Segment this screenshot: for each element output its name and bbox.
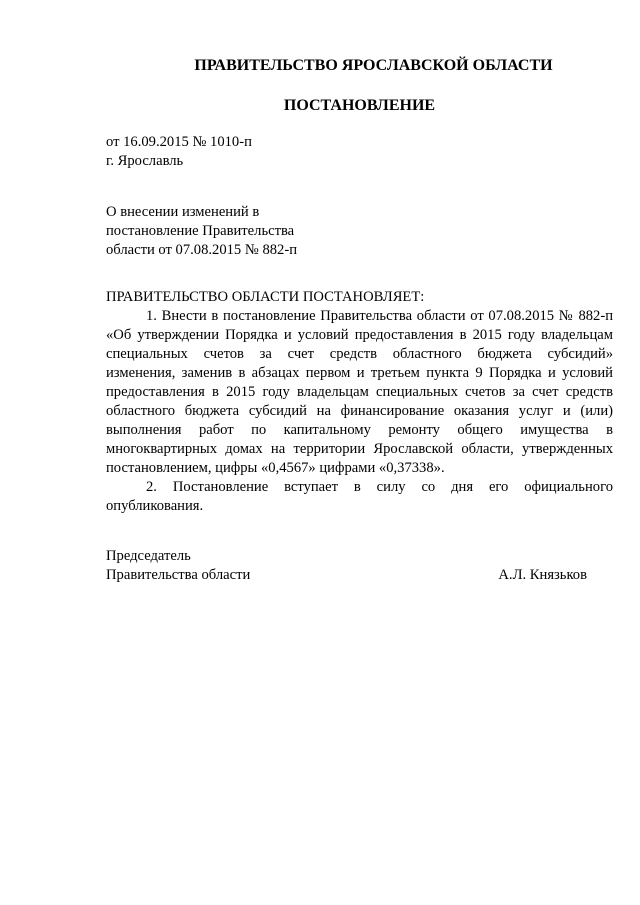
item-1-line: выполнения работ по капитальному ремонту общего имущества в [106,422,613,438]
item-1-line: специальных счетов за счет средств областного бюджета субсидий» [106,346,613,362]
signer-name: А.Л. Князьков [498,567,587,583]
document-body [106,307,613,516]
document-meta [106,133,613,171]
document-type-title: ПОСТАНОВЛЕНИЕ [283,97,436,114]
item-1-line: областного бюджета субсидий на финансирование оказания услуг и (или) [106,403,613,419]
item-2-line: опубликования. [106,498,204,514]
item-2-paragraph [106,478,613,516]
subject-line: области от 07.08.2015 № 882-п [106,242,298,258]
subject-line: О внесении изменений в [106,204,260,220]
signature-block [106,547,613,585]
signer-position-line-1: Председатель [106,548,191,564]
city: г. Ярославль [106,153,184,169]
date-number: от 16.09.2015 № 1010-п [106,134,252,150]
item-1-line: предоставления в 2015 году владельцам специальных счетов за счет средств [106,384,613,400]
document-subject [106,203,613,260]
signer-position-line-2: Правительства области [106,567,251,583]
item-1-line: «Об утверждении Порядка и условий предоставления в 2015 году владельцам [106,327,613,343]
preamble [106,288,613,307]
item-1-line: 1. Внести в постановление Правительства области от 07.08.2015 № 882-п [146,308,613,324]
signature-row [106,547,613,566]
item-1-paragraph [106,307,613,478]
item-1-line: изменения, заменив в абзацах первом и третьем пункта 9 Порядка и условий [106,365,613,381]
item-1-line: многоквартирных домах на территории Ярославской области, утвержденных [106,441,613,457]
item-1-line: постановлением, цифры «0,4567» цифрами «0,37338». [106,460,445,476]
government-title: ПРАВИТЕЛЬСТВО ЯРОСЛАВСКОЙ ОБЛАСТИ [194,57,553,74]
subject-line: постановление Правительства [106,223,295,239]
preamble-text: ПРАВИТЕЛЬСТВО ОБЛАСТИ ПОСТАНОВЛЯЕТ: [106,289,425,305]
item-2-line: 2. Постановление вступает в силу со дня его официального [146,479,613,495]
signature-row [106,566,613,585]
